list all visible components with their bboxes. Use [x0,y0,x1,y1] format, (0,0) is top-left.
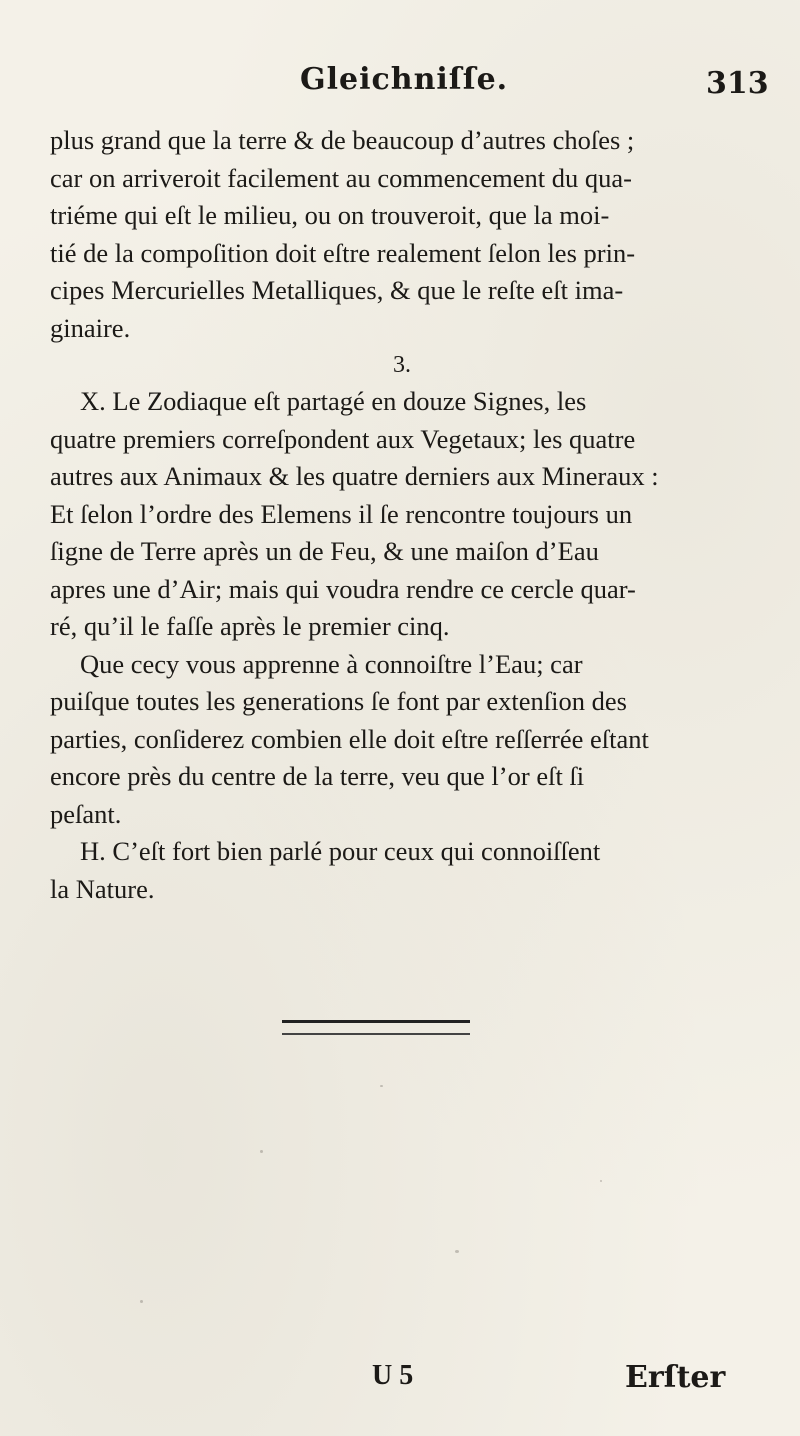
text-line: triéme qui eſt le milieu, ou on trouveroit, que la moi- [50,200,610,230]
text-line: tié de la compoſition doit eſtre realement ſelon les prin- [50,237,636,268]
text-line: quatre premiers correſpondent aux Vegetaux; les quatre [50,423,636,454]
text-line: Que cecy vous apprenne à connoiſtre l’Eau; car [80,648,583,679]
text-line: ginaire. [50,312,131,343]
section-number: 3. [393,352,411,378]
text-line: puiſque toutes les generations ſe font par extenſion des [50,686,627,716]
text-line: parties, conſiderez combien elle doit eſtre reſſerrée eſtant [50,723,649,754]
running-title: Gleichniſſe. [300,62,509,97]
text-line: la Nature. [50,873,155,904]
paper-speck [600,1180,602,1182]
text-line: cipes Mercurielles Metalliques, & que le reſte eſt ima- [50,275,624,305]
text-line: car on arriveroit facilement au commencement du qua- [50,162,632,193]
catchword: Erſter [625,1360,726,1395]
text-line: apres une d’Air; mais qui voudra rendre ce cercle quar- [50,573,636,604]
paper-speck [455,1250,459,1253]
section-divider-rule [282,1020,470,1035]
page-header [0,62,800,112]
text-line: H. C’eſt fort bien parlé pour ceux qui connoiſſent [80,836,601,866]
page-footer [0,1360,800,1410]
text-line: encore près du centre de la terre, veu que l’or eſt ſi [50,761,585,791]
text-line: Et ſelon l’ordre des Elemens il ſe rencontre toujours un [50,498,633,529]
paper-speck [260,1150,263,1153]
text-line: peſant. [50,798,122,829]
paper-speck [140,1300,143,1303]
text-line: ſigne de Terre après un de Feu, & une maiſon d’Eau [50,536,599,566]
text-line: X. Le Zodiaque eſt partagé en douze Signes, les [80,386,587,416]
text-line: plus grand que la terre & de beaucoup d’autres choſes ; [50,125,635,155]
signature-mark: U 5 [372,1360,414,1391]
text-line: autres aux Animaux & les quatre derniers aux Mineraux : [50,461,659,491]
body-text [50,122,764,908]
paper-speck [380,1085,383,1087]
page-number: 313 [706,66,769,101]
text-line: ré, qu’il le faſſe après le premier cinq. [50,611,450,641]
